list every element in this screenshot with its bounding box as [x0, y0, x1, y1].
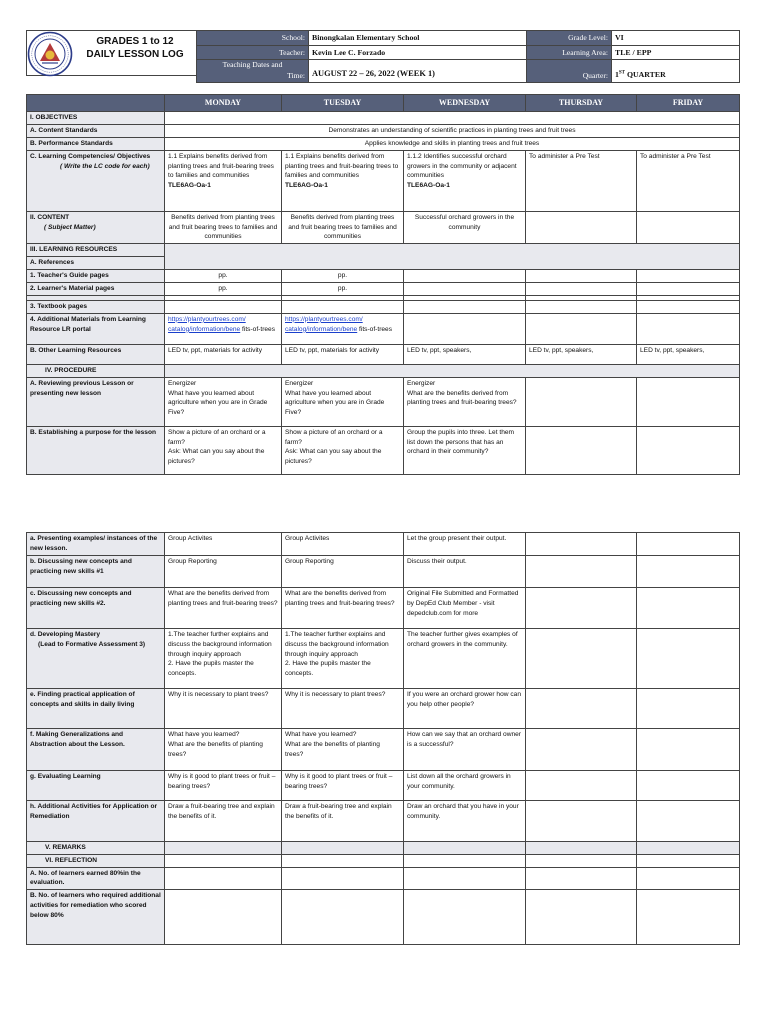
- presenting-examples-tuesday: Group Activites: [282, 533, 404, 556]
- learning-resources-blank: [165, 244, 740, 270]
- generalizations-wednesday: How can we say that an orchard owner is a successful?: [404, 728, 526, 770]
- lc-wednesday-code: TLE6AG-Oa-1: [407, 182, 450, 190]
- teaching-dates-label-line-1: Teaching Dates and: [222, 60, 283, 70]
- presenting-examples-label: a. Presenting examples/ instances of the new lesson.: [27, 533, 165, 556]
- new-concepts-2-wednesday: Original File Submitted and Formatted by DepEd Club Member - visit depedclub.com for more: [404, 587, 526, 628]
- title-line-2: DAILY LESSON LOG: [86, 49, 184, 60]
- practical-application-friday: [637, 688, 740, 728]
- practical-application-wednesday: If you were an orchard grower how can you help other people?: [404, 688, 526, 728]
- developing-mastery-line-2: (Lead to Formative Assessment 3): [38, 640, 146, 648]
- objectives-heading: I. OBJECTIVES: [27, 112, 165, 125]
- reviewing-friday: [637, 377, 740, 426]
- generalizations-tuesday: What have you learned? What are the benefits of planting trees?: [282, 728, 404, 770]
- learners-80-wednesday: [404, 867, 526, 890]
- resource-link-monday-line-2[interactable]: catalog/information/bene: [168, 325, 241, 333]
- learners-80-monday: [165, 867, 282, 890]
- remediation-thursday: [526, 890, 637, 945]
- evaluating-learning-label: g. Evaluating Learning: [27, 770, 165, 800]
- remediation-friday: [637, 890, 740, 945]
- school-value: Binongkalan Elementary School: [309, 31, 527, 46]
- reviewing-thursday: [526, 377, 637, 426]
- remediation-wednesday: [404, 890, 526, 945]
- presenting-examples-friday: [637, 533, 740, 556]
- additional-activities-tuesday: Draw a fruit-bearing tree and explain the benefits of it.: [282, 800, 404, 841]
- remarks-wednesday: [404, 841, 526, 854]
- generalizations-label: f. Making Generalizations and Abstraction about the Lesson.: [27, 728, 165, 770]
- quarter-value: [612, 60, 740, 82]
- remediation-tuesday: [282, 890, 404, 945]
- teachers-guide-friday: [637, 270, 740, 283]
- other-resources-monday: LED tv, ppt, materials for activity: [165, 344, 282, 364]
- evaluating-learning-wednesday: List down all the orchard growers in your community.: [404, 770, 526, 800]
- textbook-label: 3. Textbook pages: [27, 300, 165, 313]
- performance-standards-label: B. Performance Standards: [27, 137, 165, 150]
- textbook-thursday: [526, 300, 637, 313]
- reviewing-tuesday: Energizer What have you learned about agriculture when you are in Grade Five?: [282, 377, 404, 426]
- learners-material-label: 2. Learner's Material pages: [27, 283, 165, 296]
- learners-material-friday: [637, 283, 740, 296]
- teacher-value: Kevin Lee C. Forzado: [309, 45, 527, 60]
- lc-monday-code: TLE6AG-Oa-1: [168, 182, 211, 190]
- content-friday: [637, 211, 740, 244]
- presenting-examples-monday: Group Activites: [165, 533, 282, 556]
- textbook-friday: [637, 300, 740, 313]
- additional-materials-friday: [637, 313, 740, 344]
- lc-monday: [165, 150, 282, 211]
- learners-80-friday: [637, 867, 740, 890]
- purpose-wednesday: Group the pupils into three. Let them list down the persons that has an orchard in their community?: [404, 426, 526, 474]
- content-monday: Benefits derived from planting trees and fruit bearing trees to families and communities: [165, 211, 282, 244]
- developing-mastery-thursday: [526, 628, 637, 688]
- additional-materials-monday: [165, 313, 282, 344]
- reflection-thursday: [526, 854, 637, 867]
- content-standards-label: A. Content Standards: [27, 124, 165, 137]
- developing-mastery-label: [27, 628, 165, 688]
- remarks-label: V. REMARKS: [27, 841, 165, 854]
- additional-materials-wednesday: [404, 313, 526, 344]
- developing-mastery-monday: 1.The teacher further explains and discuss the background information through inquiry approach 2. Have the pupils master the concepts.: [165, 628, 282, 688]
- grade-level-value: VI: [612, 31, 740, 46]
- new-concepts-1-tuesday: Group Reporting: [282, 555, 404, 587]
- new-concepts-1-thursday: [526, 555, 637, 587]
- reflection-friday: [637, 854, 740, 867]
- lesson-log-table-top: [26, 94, 740, 475]
- learners-material-tuesday: pp.: [282, 283, 404, 296]
- practical-application-tuesday: Why it is necessary to plant trees?: [282, 688, 404, 728]
- developing-mastery-tuesday: 1.The teacher further explains and discuss the background information through inquiry approach 2. Have the pupils master the concepts.: [282, 628, 404, 688]
- learning-resources-label: III. LEARNING RESOURCES: [27, 244, 165, 257]
- lc-wednesday: [404, 150, 526, 211]
- remarks-friday: [637, 841, 740, 854]
- resource-link-monday-tail: fits-of-trees: [240, 325, 276, 333]
- school-label: School:: [197, 31, 309, 46]
- teaching-dates-label-line-2: Time:: [287, 71, 305, 80]
- teachers-guide-tuesday: pp.: [282, 270, 404, 283]
- remediation-label: B. No. of learners who required additional activities for remediation who scored below 80%: [27, 890, 165, 945]
- lc-monday-text: 1.1 Explains benefits derived from planting trees and fruit-bearing trees to families and communities: [168, 152, 274, 180]
- evaluating-learning-monday: Why is it good to plant trees or fruit –bearing trees?: [165, 770, 282, 800]
- developing-mastery-line-1: d. Developing Mastery: [30, 630, 100, 638]
- quarter-number: 1: [615, 69, 619, 79]
- textbook-wednesday: [404, 300, 526, 313]
- reflection-wednesday: [404, 854, 526, 867]
- content-label: [27, 211, 165, 244]
- document-title: [80, 35, 190, 61]
- teachers-guide-wednesday: [404, 270, 526, 283]
- lc-wednesday-text: 1.1.2 Identifies successful orchard growers in the community or adjacent communities: [407, 152, 517, 180]
- performance-standards-value: Applies knowledge and skills in planting trees and fruit trees: [165, 137, 740, 150]
- header-info-table: [196, 30, 740, 83]
- practical-application-label: e. Finding practical application of concepts and skills in daily living: [27, 688, 165, 728]
- purpose-friday: [637, 426, 740, 474]
- resource-link-tuesday-tail: fits-of-trees: [357, 325, 393, 333]
- teaching-dates-label: [197, 60, 309, 82]
- lc-tuesday: [282, 150, 404, 211]
- additional-activities-label: h. Additional Activities for Application or Remediation: [27, 800, 165, 841]
- purpose-monday: Show a picture of an orchard or a farm? Ask: What can you say about the pictures?: [165, 426, 282, 474]
- other-resources-friday: LED tv, ppt, speakers,: [637, 344, 740, 364]
- resource-link-tuesday[interactable]: [285, 316, 363, 333]
- learning-area-value: TLE / EPP: [612, 45, 740, 60]
- day-wednesday: WEDNESDAY: [404, 95, 526, 112]
- lc-friday: To administer a Pre Test: [637, 150, 740, 211]
- teachers-guide-monday: pp.: [165, 270, 282, 283]
- reflection-monday: [165, 854, 282, 867]
- developing-mastery-wednesday: The teacher further gives examples of orchard growers in the community.: [404, 628, 526, 688]
- content-label-line-2: ( Subject Matter): [44, 223, 96, 231]
- new-concepts-2-monday: What are the benefits derived from planting trees and fruit-bearing trees?: [165, 587, 282, 628]
- lc-tuesday-text: 1.1 Explains benefits derived from planting trees and fruit-bearing trees to families and communities: [285, 152, 399, 180]
- other-resources-label: B. Other Learning Resources: [27, 344, 165, 364]
- objectives-blank: [165, 112, 740, 125]
- quarter-suffix: ST: [618, 70, 626, 76]
- remarks-monday: [165, 841, 282, 854]
- resource-link-tuesday-line-2[interactable]: catalog/information/bene: [285, 325, 358, 333]
- evaluating-learning-thursday: [526, 770, 637, 800]
- title-line-1: GRADES 1 to 12: [96, 36, 174, 47]
- additional-materials-label: 4. Additional Materials from Learning Resource LR portal: [27, 313, 165, 344]
- day-thursday: THURSDAY: [526, 95, 637, 112]
- grade-level-label: Grade Level:: [527, 31, 612, 46]
- learners-material-monday: pp.: [165, 283, 282, 296]
- new-concepts-1-friday: [637, 555, 740, 587]
- reviewing-wednesday: Energizer What are the benefits derived from planting trees and fruit-bearing trees?: [404, 377, 526, 426]
- additional-activities-friday: [637, 800, 740, 841]
- learners-material-thursday: [526, 283, 637, 296]
- learners-80-thursday: [526, 867, 637, 890]
- learning-competencies-label: [27, 150, 165, 211]
- new-concepts-1-monday: Group Reporting: [165, 555, 282, 587]
- teachers-guide-label: 1. Teacher's Guide pages: [27, 270, 165, 283]
- purpose-label: B. Establishing a purpose for the lesson: [27, 426, 165, 474]
- teacher-label: Teacher:: [197, 45, 309, 60]
- reflection-tuesday: [282, 854, 404, 867]
- other-resources-thursday: LED tv, ppt, speakers,: [526, 344, 637, 364]
- resource-link-tuesday-line-1[interactable]: https://plantyourtrees.com/: [285, 315, 363, 323]
- quarter-text: QUARTER: [626, 69, 666, 79]
- content-tuesday: Benefits derived from planting trees and fruit bearing trees to families and communities: [282, 211, 404, 244]
- lc-thursday: To administer a Pre Test: [526, 150, 637, 211]
- lc-label-line-1: C. Learning Competencies/ Objectives: [30, 152, 151, 160]
- new-concepts-1-wednesday: Discuss their output.: [404, 555, 526, 587]
- learning-area-label: Learning Area:: [527, 45, 612, 60]
- evaluating-learning-friday: [637, 770, 740, 800]
- day-friday: FRIDAY: [637, 95, 740, 112]
- additional-activities-thursday: [526, 800, 637, 841]
- additional-materials-thursday: [526, 313, 637, 344]
- practical-application-thursday: [526, 688, 637, 728]
- day-monday: MONDAY: [165, 95, 282, 112]
- content-standards-value: Demonstrates an understanding of scientific practices in planting trees and fruit trees: [165, 124, 740, 137]
- new-concepts-2-thursday: [526, 587, 637, 628]
- quarter-label: Quarter:: [527, 60, 612, 82]
- developing-mastery-friday: [637, 628, 740, 688]
- resource-link-monday[interactable]: [168, 316, 246, 333]
- learners-material-wednesday: [404, 283, 526, 296]
- learners-80-label: A. No. of learners earned 80%in the evaluation.: [27, 867, 165, 890]
- remediation-monday: [165, 890, 282, 945]
- references-label: A. References: [27, 257, 165, 270]
- textbook-tuesday: [282, 300, 404, 313]
- day-tuesday: TUESDAY: [282, 95, 404, 112]
- content-thursday: [526, 211, 637, 244]
- generalizations-monday: What have you learned? What are the benefits of planting trees?: [165, 728, 282, 770]
- teachers-guide-thursday: [526, 270, 637, 283]
- procedure-label: IV. PROCEDURE: [27, 364, 165, 377]
- procedure-blank: [165, 364, 740, 377]
- days-header-row: [27, 95, 740, 112]
- presenting-examples-wednesday: Let the group present their output.: [404, 533, 526, 556]
- new-concepts-2-tuesday: What are the benefits derived from planting trees and fruit-bearing trees?: [282, 587, 404, 628]
- teaching-dates-value: AUGUST 22 – 26, 2022 (WEEK 1): [309, 60, 527, 82]
- lc-tuesday-code: TLE6AG-Oa-1: [285, 182, 328, 190]
- reflection-label: VI. REFLECTION: [27, 854, 165, 867]
- other-resources-wednesday: LED tv, ppt, speakers,: [404, 344, 526, 364]
- remarks-tuesday: [282, 841, 404, 854]
- additional-activities-monday: Draw a fruit-bearing tree and explain the benefits of it.: [165, 800, 282, 841]
- new-concepts-2-label: c. Discussing new concepts and practicing new skills #2.: [27, 587, 165, 628]
- deped-seal-icon: [27, 31, 73, 77]
- days-corner-cell: [27, 95, 165, 112]
- lc-label-line-2: ( Write the LC code for each): [60, 162, 150, 170]
- lesson-log-table-bottom: [26, 532, 740, 945]
- new-concepts-2-friday: [637, 587, 740, 628]
- evaluating-learning-tuesday: Why is it good to plant trees or fruit –bearing trees?: [282, 770, 404, 800]
- additional-activities-wednesday: Draw an orchard that you have in your community.: [404, 800, 526, 841]
- content-label-line-1: II. CONTENT: [30, 213, 70, 221]
- purpose-thursday: [526, 426, 637, 474]
- new-concepts-1-label: b. Discussing new concepts and practicing new skills #1: [27, 555, 165, 587]
- resource-link-monday-line-1[interactable]: https://plantyourtrees.com/: [168, 315, 246, 323]
- practical-application-monday: Why it is necessary to plant trees?: [165, 688, 282, 728]
- reviewing-lesson-label: A. Reviewing previous Lesson or presenting new lesson: [27, 377, 165, 426]
- presenting-examples-thursday: [526, 533, 637, 556]
- content-wednesday: Successful orchard growers in the community: [404, 211, 526, 244]
- textbook-monday: [165, 300, 282, 313]
- learners-80-tuesday: [282, 867, 404, 890]
- other-resources-tuesday: LED tv, ppt, materials for activity: [282, 344, 404, 364]
- remarks-thursday: [526, 841, 637, 854]
- purpose-tuesday: Show a picture of an orchard or a farm? Ask: What can you say about the pictures?: [282, 426, 404, 474]
- generalizations-thursday: [526, 728, 637, 770]
- generalizations-friday: [637, 728, 740, 770]
- additional-materials-tuesday: [282, 313, 404, 344]
- reviewing-monday: Energizer What have you learned about agriculture when you are in Grade Five?: [165, 377, 282, 426]
